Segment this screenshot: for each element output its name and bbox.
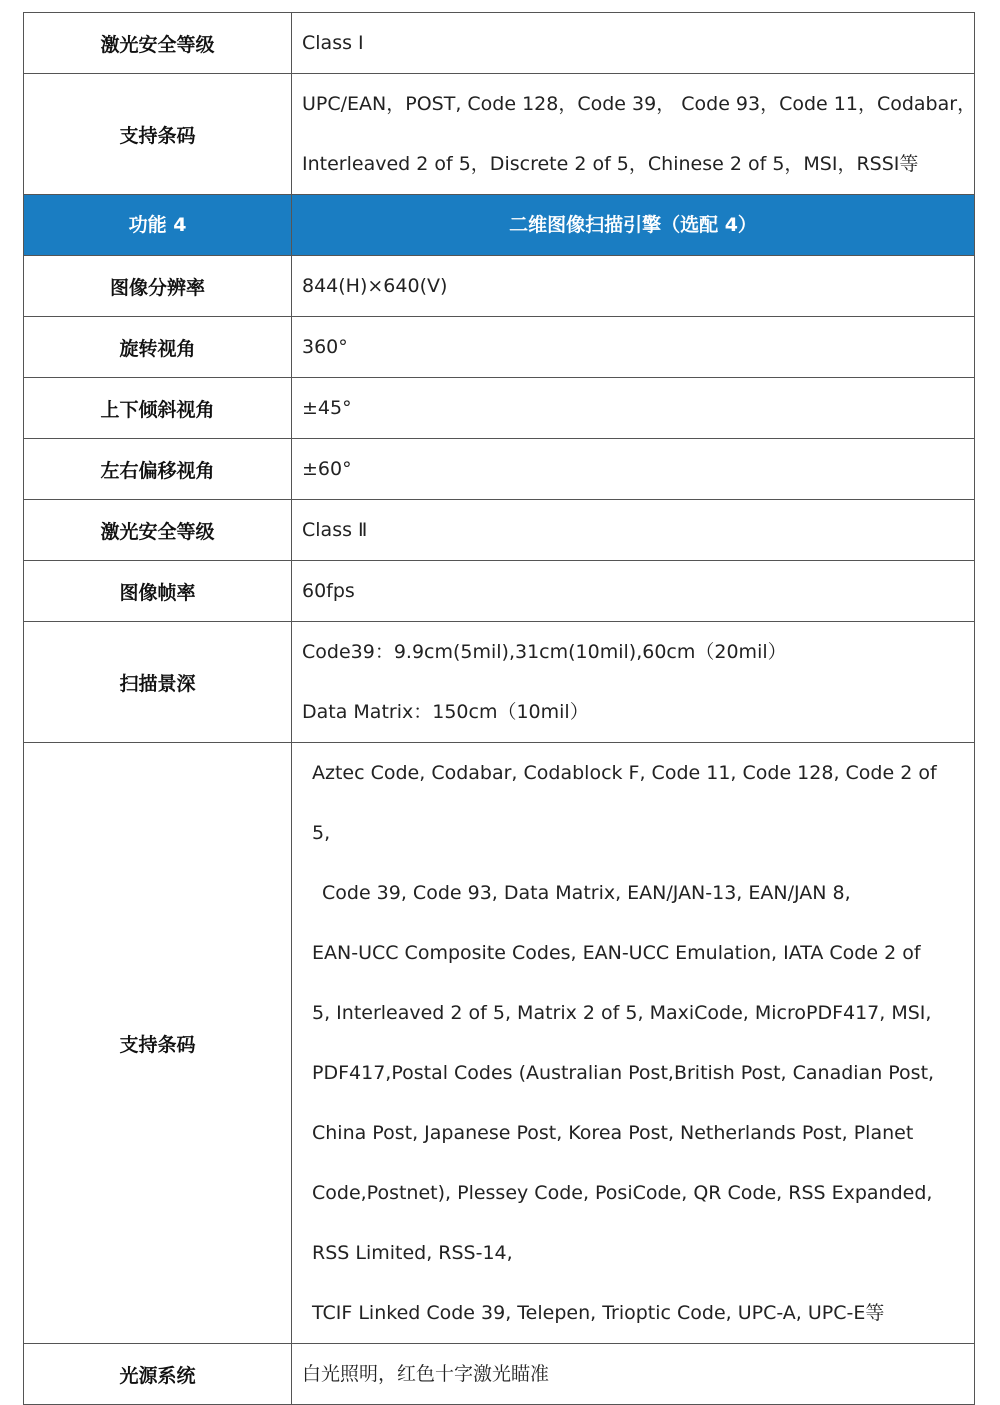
value-line: Class Ⅱ	[302, 519, 368, 541]
value-line: Code 39, Code 93, Data Matrix, EAN/JAN-13, EAN/JAN 8,	[322, 882, 851, 904]
value-line: ±60°	[302, 458, 352, 480]
table-row	[24, 13, 975, 74]
row-value	[292, 622, 975, 743]
table-row	[24, 500, 975, 561]
value-line: PDF417,Postal Codes (Australian Post,British Post, Canadian Post,	[312, 1062, 935, 1084]
row-label: 激光安全等级	[24, 13, 292, 74]
value-line: Data Matrix：150cm（10mil）	[302, 701, 589, 723]
table-row	[24, 317, 975, 378]
row-value	[292, 13, 975, 74]
value-line: RSS Limited, RSS-14,	[312, 1242, 513, 1264]
table-row	[24, 439, 975, 500]
value-line: 5,	[312, 822, 331, 844]
row-label: 光源系统	[24, 1344, 292, 1405]
row-label: 旋转视角	[24, 317, 292, 378]
row-value	[292, 743, 975, 1344]
table-row	[24, 561, 975, 622]
value-line: Code39：9.9cm(5mil),31cm(10mil),60cm（20mil）	[302, 641, 787, 663]
row-label: 左右偏移视角	[24, 439, 292, 500]
row-label: 上下倾斜视角	[24, 378, 292, 439]
value-line: 844(H)×640(V)	[302, 275, 448, 297]
table-row	[24, 622, 975, 743]
value-line: 60fps	[302, 580, 355, 602]
value-line: 白光照明，红色十字激光瞄准	[302, 1363, 550, 1385]
value-line: ±45°	[302, 397, 352, 419]
table-row	[24, 256, 975, 317]
table-row	[24, 378, 975, 439]
value-line: Aztec Code, Codabar, Codablock F, Code 11, Code 128, Code 2 of	[312, 762, 937, 784]
section-header-title: 二维图像扫描引擎（选配 4）	[292, 195, 975, 256]
row-label: 支持条码	[24, 743, 292, 1344]
row-value	[292, 1344, 975, 1405]
value-line: UPC/EAN，POST, Code 128，Code 39， Code 93，Code 11，Codabar，	[302, 93, 977, 115]
table-row	[24, 74, 975, 195]
row-value	[292, 317, 975, 378]
row-label: 扫描景深	[24, 622, 292, 743]
row-value	[292, 439, 975, 500]
row-label: 激光安全等级	[24, 500, 292, 561]
table-row	[24, 743, 975, 1344]
value-line: Code,Postnet), Plessey Code, PosiCode, QR Code, RSS Expanded,	[312, 1182, 933, 1204]
section-header-row	[24, 195, 975, 256]
value-line: TCIF Linked Code 39, Telepen, Trioptic Code, UPC-A, UPC-E等	[312, 1302, 885, 1324]
value-line: China Post, Japanese Post, Korea Post, Netherlands Post, Planet	[312, 1122, 914, 1144]
value-line: EAN-UCC Composite Codes, EAN-UCC Emulation, IATA Code 2 of	[312, 942, 921, 964]
row-value	[292, 561, 975, 622]
value-line: 360°	[302, 336, 348, 358]
section-header-label: 功能 4	[24, 195, 292, 256]
row-label: 图像帧率	[24, 561, 292, 622]
spec-table	[23, 12, 975, 1405]
value-line: Class Ⅰ	[302, 32, 364, 54]
row-value	[292, 378, 975, 439]
table-row	[24, 1344, 975, 1405]
row-value	[292, 500, 975, 561]
row-label: 支持条码	[24, 74, 292, 195]
row-value	[292, 256, 975, 317]
row-label: 图像分辨率	[24, 256, 292, 317]
value-line: 5, Interleaved 2 of 5, Matrix 2 of 5, MaxiCode, MicroPDF417, MSI,	[312, 1002, 932, 1024]
value-line: Interleaved 2 of 5，Discrete 2 of 5，Chinese 2 of 5，MSI，RSSI等	[302, 153, 919, 175]
row-value	[292, 74, 975, 195]
